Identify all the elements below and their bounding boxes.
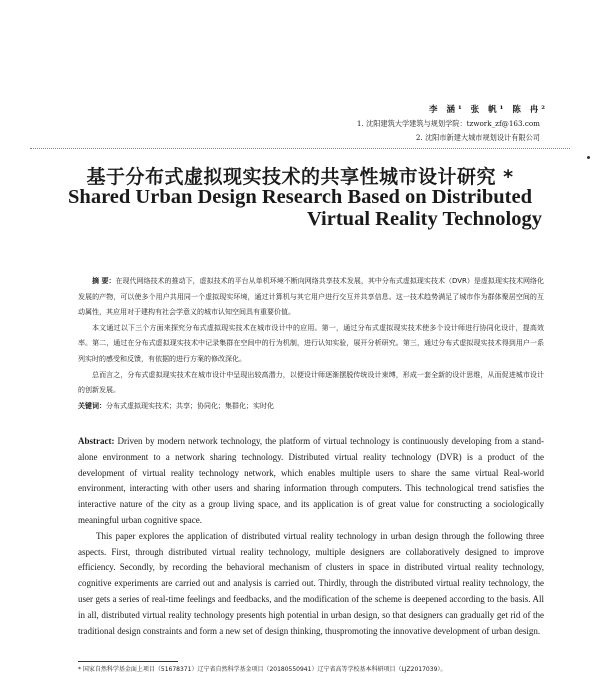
- abstract-chinese: [78, 274, 544, 414]
- title-english-line-2: Virtual Reality Technology: [307, 208, 542, 230]
- scan-artifact-line: [30, 148, 570, 149]
- abstract-en-para-2: This paper explores the application of distributed virtual reality technology in urban design through the following three aspects. First, through distributed virtual reality technology, multiple designers are collaboratively designed to improve efficiency. Secondly, by recording the behavioral mechanism of clusters in space in distributed virtual reality technology, cognitive experiments are carried out and analysis is carried out. Thirdly, through the distributed virtual reality technology, the user gets a series of real-time feelings and feedbacks, and the modification of the scheme is deepened according to the basis. All in all, distributed virtual reality technology presents high potential in urban design, so that designers can gradually get rid of the traditional design constraints and form a new set of design thinking, thuspromoting the innovative development of urban design.: [78, 530, 544, 636]
- abstract-cn-label: 摘 要：: [92, 277, 116, 285]
- affiliation-2: 2. 沈阳市新建大城市规划设计有限公司: [415, 133, 540, 142]
- abstract-cn-text: 在现代网络技术的推动下，虚拟技术的平台从单机环境不断向网络共享技术发展，其中分布式虚拟现实技术（DVR）是虚拟现实技术网络化发展的产物，可以使多个用户共用同一个虚拟现实环境，通过计算机与其它用户进行交互并共享信息。这一技术趋势满足了城市作为群体聚居空间的互动属性，其应用对于建构有社会学意义的城市认知空间具有重要价值。: [78, 277, 545, 317]
- keywords-cn-text: 分布式虚拟现实技术；共享；协同化；集群化；实时化: [106, 401, 274, 410]
- abstract-en-label: Abstract:: [78, 436, 115, 446]
- abstract-en-para-1: [78, 434, 544, 529]
- footnote: * 国家自然科学基金面上项目（51678371）辽宁省自然科学基金项目（20180550941）辽宁省高等学校基本科研项目（LJZ2017039）。: [78, 666, 447, 673]
- author-list: 李 涵¹ 张 帆¹ 陈 冉²: [429, 105, 548, 115]
- keywords-cn: [78, 399, 544, 415]
- abstract-english: [78, 434, 544, 639]
- affiliation-1: 1. 沈阳建筑大学建筑与规划学院：tzwork_zf@163.com: [356, 119, 540, 128]
- title-chinese: 基于分布式虚拟现实技术的共享性城市设计研究 *: [86, 166, 514, 188]
- abstract-cn-para-1: [78, 274, 544, 321]
- scan-artifact-dot: [587, 156, 590, 159]
- abstract-cn-para-2: 本文通过以下三个方面来探究分布式虚拟现实技术在城市设计中的应用。第一，通过分布式虚拟现实技术使多个设计师进行协同化设计，提高效率。第二，通过在分布式虚拟现实技术中记录集群在空间中的行为机制，进行认知实验，展开分析研究。第三，通过分布式虚拟现实技术得到用户一系列实时的感受和反馈，有依据的进行方案的修改深化。: [78, 323, 544, 363]
- footnote-rule: [78, 661, 178, 662]
- title-english-line-1: Shared Urban Design Research Based on Distributed: [68, 186, 532, 208]
- abstract-cn-para-3: 总而言之，分布式虚拟现实技术在城市设计中呈现出较高潜力，以便设计师逐渐摆脱传统设计束缚，形成一套全新的设计思维，从而促进城市设计的创新发展。: [78, 370, 544, 395]
- keywords-cn-label: 关键词：: [78, 401, 106, 410]
- abstract-en-text: Driven by modern network technology, the platform of virtual technology is continuously developing from a stand-alone environment to a network sharing technology. Distributed virtual reality technology (DVR) is a product of the development of virtual reality technology network, which enables multiple users to share the same virtual Real-world environment, interacting with other users and sharing information through computers. This technological trend satisfies the interactive nature of the city as a group living space, and its application is of great value for constructing a sociologically meaningful urban cognitive space.: [78, 436, 544, 525]
